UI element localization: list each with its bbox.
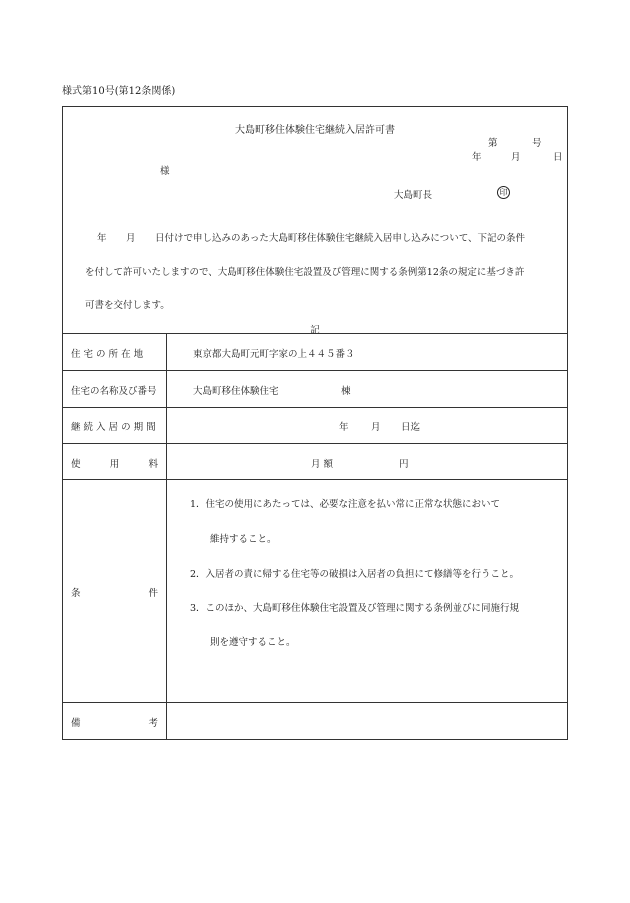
body-year: 年 <box>97 233 107 244</box>
recipient-suffix: 様 <box>160 166 170 177</box>
document-number-dai: 第 <box>488 138 498 149</box>
address-value: 東京都大島町元町字家の上４４５番３ <box>193 349 355 360</box>
fee-monthly-label: 月 額 <box>311 459 334 470</box>
period-month: 月 <box>371 422 381 433</box>
condition-1-line-1: 1．住宅の使用にあたっては、必要な注意を払い常に正常な状態において <box>190 499 501 510</box>
issue-date-month: 月 <box>511 152 521 163</box>
seal-mark <box>497 186 510 199</box>
seal-circle-icon: 印 <box>497 186 510 199</box>
fee-label-char-1: 使 <box>71 459 81 470</box>
conditions-label <box>63 585 166 599</box>
period-day: 日迄 <box>401 422 421 433</box>
form-number-label: 様式第10号(第12条関係) <box>62 86 176 97</box>
body-line-1: 日付けで申し込みのあった大島町移住体験住宅継続入居申し込みについて、下記の条件 <box>155 233 526 244</box>
conditions-label-char-1: 条 <box>71 588 81 599</box>
period-year: 年 <box>339 422 349 433</box>
row-rule-4 <box>63 479 567 480</box>
issue-date-year: 年 <box>472 152 482 163</box>
period-label: 継 続 入 居 の 期 間 <box>71 422 156 433</box>
housing-name-value: 大島町移住体験住宅 <box>193 386 279 397</box>
condition-1-line-2: 維持すること。 <box>210 534 277 545</box>
table-top-rule <box>63 333 567 334</box>
fee-label-char-2: 用 <box>109 459 120 470</box>
row-rule-5 <box>63 702 567 703</box>
fee-yen-label: 円 <box>399 459 409 470</box>
fee-label <box>63 456 166 470</box>
condition-2: 2．入居者の責に帰する住宅等の破損は入居者の負担にて修繕等を行うこと。 <box>190 569 520 580</box>
row-rule-2 <box>63 407 567 408</box>
row-rule-3 <box>63 443 567 444</box>
remarks-label-char-2: 考 <box>148 718 158 729</box>
housing-unit-label: 棟 <box>341 386 351 397</box>
condition-3-line-1: 3．このほか、大島町移住体験住宅設置及び管理に関する条例並びに同施行規 <box>190 603 520 614</box>
document-title: 大島町移住体験住宅継続入居許可書 <box>235 125 395 136</box>
permit-document-frame <box>62 106 568 740</box>
conditions-label-char-2: 件 <box>148 588 158 599</box>
condition-3-line-2: 則を遵守すること。 <box>210 637 296 648</box>
remarks-label-char-1: 備 <box>71 718 81 729</box>
body-month: 月 <box>126 233 136 244</box>
row-rule-1 <box>63 370 567 371</box>
address-label: 住 宅 の 所 在 地 <box>71 349 144 360</box>
housing-name-label: 住宅の名称及び番号 <box>71 386 157 397</box>
document-number-go: 号 <box>532 138 542 149</box>
ki-label: 記 <box>310 325 320 336</box>
body-line-3: 可書を交付します。 <box>85 300 170 311</box>
issue-date-day: 日 <box>553 152 563 163</box>
table-column-divider <box>166 333 167 740</box>
remarks-label <box>63 715 166 729</box>
body-line-2: を付して許可いたしますので、大島町移住体験住宅設置及び管理に関する条例第12条の規定に基づき許 <box>85 267 525 278</box>
fee-label-char-3: 料 <box>148 459 158 470</box>
issuer-name: 大島町長 <box>394 190 433 201</box>
